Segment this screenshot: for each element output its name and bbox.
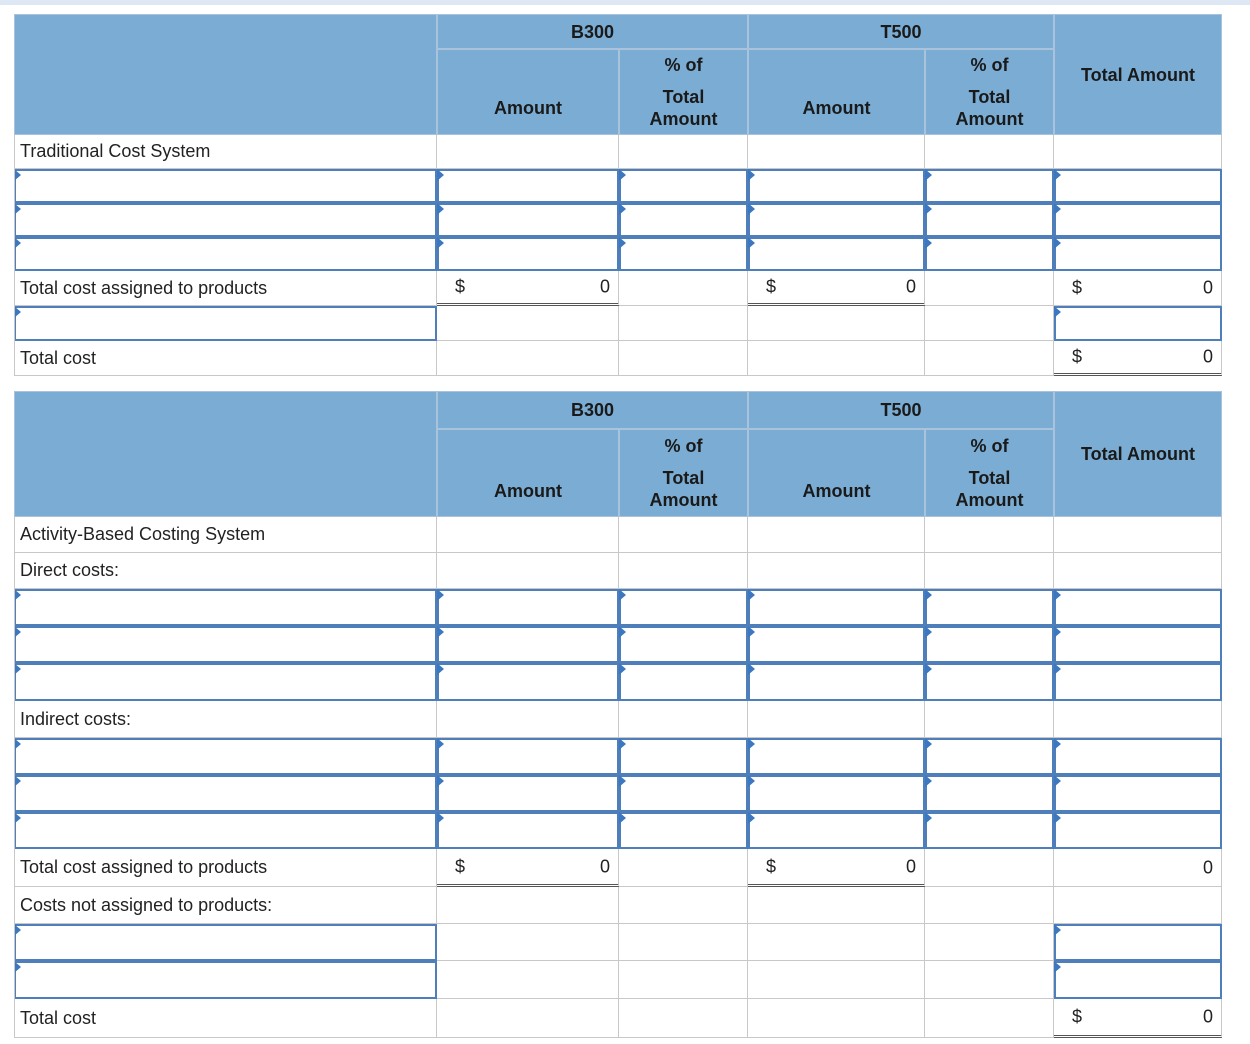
abc-direct-row3-t500-pct-input[interactable] — [925, 663, 1054, 701]
abc-indirect-row3-b300-pct-input[interactable] — [619, 812, 748, 849]
amount-value: 0 — [1202, 1006, 1213, 1027]
text-input[interactable] — [1056, 171, 1220, 201]
abc-direct-row3-t500-amount-input[interactable] — [748, 663, 925, 701]
text-input[interactable] — [750, 239, 923, 269]
amount-value: 0 — [905, 856, 916, 876]
text-input[interactable] — [750, 814, 923, 847]
blank-cell — [748, 887, 925, 924]
abc-indirect-row3-t500-pct-input[interactable] — [925, 812, 1054, 849]
text-input[interactable] — [621, 239, 746, 269]
blank-cell — [925, 924, 1054, 961]
abc-direct-row3-b300-pct-input[interactable] — [619, 663, 748, 701]
text-input[interactable] — [621, 777, 746, 810]
text-input[interactable] — [16, 740, 435, 773]
amount-value: 0 — [1202, 277, 1213, 298]
amount-value: 0 — [599, 856, 610, 876]
blank-cell — [619, 306, 748, 341]
text-input[interactable] — [16, 814, 435, 847]
pct-of-label: % of — [970, 436, 1009, 456]
trad-row3-t500-amount-input[interactable] — [748, 237, 925, 271]
header-t500: T500 — [748, 391, 1054, 429]
abc-unassigned-row2-label-input[interactable] — [14, 961, 437, 999]
amount-value: 0 — [1202, 346, 1213, 367]
text-input[interactable] — [927, 628, 1052, 661]
blank-cell — [925, 135, 1054, 169]
currency-symbol: $ — [766, 276, 777, 297]
abc-total-assigned-b300 — [437, 849, 619, 887]
blank-cell — [748, 341, 925, 376]
text-input[interactable] — [16, 591, 435, 624]
blank-cell — [437, 517, 619, 553]
trad-total-assigned-label: Total cost assigned to products — [14, 271, 437, 306]
text-input[interactable] — [750, 777, 923, 810]
text-input[interactable] — [16, 171, 435, 201]
trad-total-cost-value — [1054, 341, 1222, 376]
blank-cell — [619, 701, 748, 738]
blank-cell — [748, 701, 925, 738]
abc-direct-row1-t500-pct-input[interactable] — [925, 589, 1054, 626]
blank-cell — [437, 701, 619, 738]
abc-total-assigned-total — [1054, 849, 1222, 887]
blank-cell — [925, 271, 1054, 306]
header-b300-pct — [619, 429, 748, 517]
abc-unassigned-row1-label-input[interactable] — [14, 924, 437, 961]
trad-row2-t500-pct-input[interactable] — [925, 203, 1054, 237]
trad-row1-total-input[interactable] — [1054, 169, 1222, 203]
text-input[interactable] — [927, 239, 1052, 269]
abc-indirect-label: Indirect costs: — [14, 701, 437, 738]
header-t500-amount: Amount — [748, 429, 925, 517]
text-input[interactable] — [439, 205, 617, 235]
text-input[interactable] — [750, 591, 923, 624]
total-label: Total — [662, 87, 705, 107]
text-input[interactable] — [621, 740, 746, 773]
text-input[interactable] — [927, 205, 1052, 235]
total-label: Total — [968, 468, 1011, 488]
text-input[interactable] — [750, 205, 923, 235]
abc-indirect-row1-t500-pct-input[interactable] — [925, 738, 1054, 775]
text-input[interactable] — [439, 591, 617, 624]
abc-indirect-row1-b300-amount-input[interactable] — [437, 738, 619, 775]
text-input[interactable] — [16, 665, 435, 699]
abc-direct-row2-label-input[interactable] — [14, 626, 437, 663]
blank-cell — [437, 999, 619, 1038]
trad-row3-b300-pct-input[interactable] — [619, 237, 748, 271]
blank-cell — [748, 961, 925, 999]
text-input[interactable] — [16, 926, 435, 959]
blank-cell — [925, 306, 1054, 341]
abc-direct-row1-label-input[interactable] — [14, 589, 437, 626]
blank-cell — [437, 306, 619, 341]
pct-of-label: % of — [664, 55, 703, 75]
amount-value: 0 — [599, 276, 610, 297]
blank-cell — [1054, 135, 1222, 169]
text-input[interactable] — [1056, 740, 1220, 773]
abc-direct-row3-b300-amount-input[interactable] — [437, 663, 619, 701]
abc-indirect-row1-b300-pct-input[interactable] — [619, 738, 748, 775]
abc-direct-row1-t500-amount-input[interactable] — [748, 589, 925, 626]
blank-cell — [925, 849, 1054, 887]
trad-row2-t500-amount-input[interactable] — [748, 203, 925, 237]
text-input[interactable] — [750, 171, 923, 201]
header-b300: B300 — [437, 14, 748, 49]
blank-cell — [748, 924, 925, 961]
currency-symbol: $ — [1072, 277, 1083, 298]
trad-row1-t500-amount-input[interactable] — [748, 169, 925, 203]
text-input[interactable] — [439, 239, 617, 269]
pct-of-label: % of — [970, 55, 1009, 75]
text-input[interactable] — [750, 665, 923, 699]
abc-direct-row1-b300-amount-input[interactable] — [437, 589, 619, 626]
blank-cell — [1054, 887, 1222, 924]
abc-indirect-row2-b300-amount-input[interactable] — [437, 775, 619, 812]
text-input[interactable] — [1056, 814, 1220, 847]
blank-cell — [437, 887, 619, 924]
blank-cell — [925, 553, 1054, 589]
header-b300-amount: Amount — [437, 429, 619, 517]
blank-cell — [925, 701, 1054, 738]
abc-indirect-row3-b300-amount-input[interactable] — [437, 812, 619, 849]
trad-row1-b300-amount-input[interactable] — [437, 169, 619, 203]
blank-cell — [748, 306, 925, 341]
text-input[interactable] — [927, 171, 1052, 201]
amount-value: 0 — [1202, 857, 1213, 877]
amount-value: 0 — [905, 276, 916, 297]
text-input[interactable] — [439, 171, 617, 201]
text-input[interactable] — [1056, 777, 1220, 810]
trad-row3-t500-pct-input[interactable] — [925, 237, 1054, 271]
text-input[interactable] — [16, 239, 435, 269]
pct-of-label: % of — [664, 436, 703, 456]
blank-cell — [925, 341, 1054, 376]
blank-cell — [925, 961, 1054, 999]
top-bar — [0, 0, 1250, 5]
amount-label: Amount — [649, 109, 718, 129]
blank-cell — [619, 553, 748, 589]
blank-cell — [1054, 517, 1222, 553]
currency-symbol: $ — [766, 856, 777, 876]
trad-row2-label-input[interactable] — [14, 203, 437, 237]
abc-indirect-row2-label-input[interactable] — [14, 775, 437, 812]
text-input[interactable] — [16, 308, 435, 339]
trad-row3-b300-amount-input[interactable] — [437, 237, 619, 271]
blank-cell — [437, 924, 619, 961]
blank-cell — [748, 999, 925, 1038]
blank-cell — [437, 553, 619, 589]
trad-unassigned-label-input[interactable] — [14, 306, 437, 341]
abc-title: Activity-Based Costing System — [14, 517, 437, 553]
text-input[interactable] — [750, 628, 923, 661]
abc-direct-row3-total-input[interactable] — [1054, 663, 1222, 701]
text-input[interactable] — [1056, 308, 1220, 339]
blank-cell — [619, 271, 748, 306]
total-label: Total — [968, 87, 1011, 107]
header-t500: T500 — [748, 14, 1054, 49]
text-input[interactable] — [16, 205, 435, 235]
header-corner — [14, 14, 437, 135]
text-input[interactable] — [1056, 239, 1220, 269]
text-input[interactable] — [439, 665, 617, 699]
amount-label: Amount — [955, 109, 1024, 129]
text-input[interactable] — [621, 628, 746, 661]
blank-cell — [619, 517, 748, 553]
abc-total-assigned-t500 — [748, 849, 925, 887]
text-input[interactable] — [439, 777, 617, 810]
abc-direct-label: Direct costs: — [14, 553, 437, 589]
trad-row1-label-input[interactable] — [14, 169, 437, 203]
blank-cell — [619, 961, 748, 999]
abc-indirect-row2-b300-pct-input[interactable] — [619, 775, 748, 812]
abc-indirect-row3-total-input[interactable] — [1054, 812, 1222, 849]
blank-cell — [925, 517, 1054, 553]
abc-direct-row2-b300-amount-input[interactable] — [437, 626, 619, 663]
text-input[interactable] — [621, 591, 746, 624]
trad-total-assigned-b300 — [437, 271, 619, 306]
blank-cell — [437, 961, 619, 999]
trad-row1-t500-pct-input[interactable] — [925, 169, 1054, 203]
abc-indirect-row3-t500-amount-input[interactable] — [748, 812, 925, 849]
blank-cell — [748, 135, 925, 169]
abc-direct-row2-total-input[interactable] — [1054, 626, 1222, 663]
abc-unassigned-row2-total-input[interactable] — [1054, 961, 1222, 999]
text-input[interactable] — [1056, 926, 1220, 959]
blank-cell — [1054, 701, 1222, 738]
abc-direct-row1-total-input[interactable] — [1054, 589, 1222, 626]
text-input[interactable] — [750, 740, 923, 773]
trad-row1-b300-pct-input[interactable] — [619, 169, 748, 203]
abc-total-assigned-label: Total cost assigned to products — [14, 849, 437, 887]
blank-cell — [619, 849, 748, 887]
text-input[interactable] — [1056, 963, 1220, 997]
text-input[interactable] — [16, 777, 435, 810]
abc-indirect-row2-t500-pct-input[interactable] — [925, 775, 1054, 812]
header-corner — [14, 391, 437, 517]
text-input[interactable] — [927, 777, 1052, 810]
currency-symbol: $ — [1072, 346, 1083, 367]
abc-indirect-row2-total-input[interactable] — [1054, 775, 1222, 812]
amount-label: Amount — [955, 490, 1024, 510]
text-input[interactable] — [1056, 205, 1220, 235]
text-input[interactable] — [1056, 591, 1220, 624]
text-input[interactable] — [621, 205, 746, 235]
abc-total-cost-label: Total cost — [14, 999, 437, 1038]
blank-cell — [1054, 553, 1222, 589]
abc-not-assigned-label: Costs not assigned to products: — [14, 887, 437, 924]
blank-cell — [619, 924, 748, 961]
blank-cell — [748, 517, 925, 553]
text-input[interactable] — [621, 814, 746, 847]
currency-symbol: $ — [455, 276, 466, 297]
traditional-title: Traditional Cost System — [14, 135, 437, 169]
abc-direct-row2-t500-amount-input[interactable] — [748, 626, 925, 663]
abc-direct-row1-b300-pct-input[interactable] — [619, 589, 748, 626]
header-t500-pct — [925, 49, 1054, 135]
text-input[interactable] — [927, 814, 1052, 847]
text-input[interactable] — [439, 814, 617, 847]
abc-indirect-row2-t500-amount-input[interactable] — [748, 775, 925, 812]
abc-indirect-row1-t500-amount-input[interactable] — [748, 738, 925, 775]
blank-cell — [437, 341, 619, 376]
text-input[interactable] — [927, 740, 1052, 773]
abc-direct-row2-t500-pct-input[interactable] — [925, 626, 1054, 663]
header-t500-amount: Amount — [748, 49, 925, 135]
header-t500-pct — [925, 429, 1054, 517]
text-input[interactable] — [16, 963, 435, 997]
text-input[interactable] — [1056, 665, 1220, 699]
text-input[interactable] — [927, 665, 1052, 699]
blank-cell — [925, 999, 1054, 1038]
text-input[interactable] — [927, 591, 1052, 624]
trad-total-assigned-total — [1054, 271, 1222, 306]
trad-total-assigned-t500 — [748, 271, 925, 306]
amount-label: Amount — [649, 490, 718, 510]
header-total-amount: Total Amount — [1054, 391, 1222, 517]
abc-direct-row2-b300-pct-input[interactable] — [619, 626, 748, 663]
trad-row3-label-input[interactable] — [14, 237, 437, 271]
blank-cell — [619, 999, 748, 1038]
header-b300-amount: Amount — [437, 49, 619, 135]
table-left-border — [14, 517, 15, 1038]
total-label: Total — [662, 468, 705, 488]
header-total-amount: Total Amount — [1054, 14, 1222, 135]
currency-symbol: $ — [455, 856, 466, 876]
trad-unassigned-total-input[interactable] — [1054, 306, 1222, 341]
abc-direct-row3-label-input[interactable] — [14, 663, 437, 701]
header-b300-pct — [619, 49, 748, 135]
text-input[interactable] — [16, 628, 435, 661]
abc-indirect-row1-label-input[interactable] — [14, 738, 437, 775]
abc-indirect-row1-total-input[interactable] — [1054, 738, 1222, 775]
currency-symbol: $ — [1072, 1006, 1083, 1027]
blank-cell — [925, 887, 1054, 924]
trad-row3-total-input[interactable] — [1054, 237, 1222, 271]
text-input[interactable] — [621, 665, 746, 699]
text-input[interactable] — [439, 740, 617, 773]
text-input[interactable] — [1056, 628, 1220, 661]
blank-cell — [619, 135, 748, 169]
blank-cell — [619, 887, 748, 924]
abc-indirect-row3-label-input[interactable] — [14, 812, 437, 849]
blank-cell — [748, 553, 925, 589]
header-b300: B300 — [437, 391, 748, 429]
trad-row2-total-input[interactable] — [1054, 203, 1222, 237]
table-left-border — [14, 135, 15, 376]
text-input[interactable] — [621, 171, 746, 201]
blank-cell — [619, 341, 748, 376]
trad-row2-b300-amount-input[interactable] — [437, 203, 619, 237]
abc-unassigned-row1-total-input[interactable] — [1054, 924, 1222, 961]
abc-total-cost-value — [1054, 999, 1222, 1038]
blank-cell — [437, 135, 619, 169]
trad-row2-b300-pct-input[interactable] — [619, 203, 748, 237]
text-input[interactable] — [439, 628, 617, 661]
trad-total-cost-label: Total cost — [14, 341, 437, 376]
